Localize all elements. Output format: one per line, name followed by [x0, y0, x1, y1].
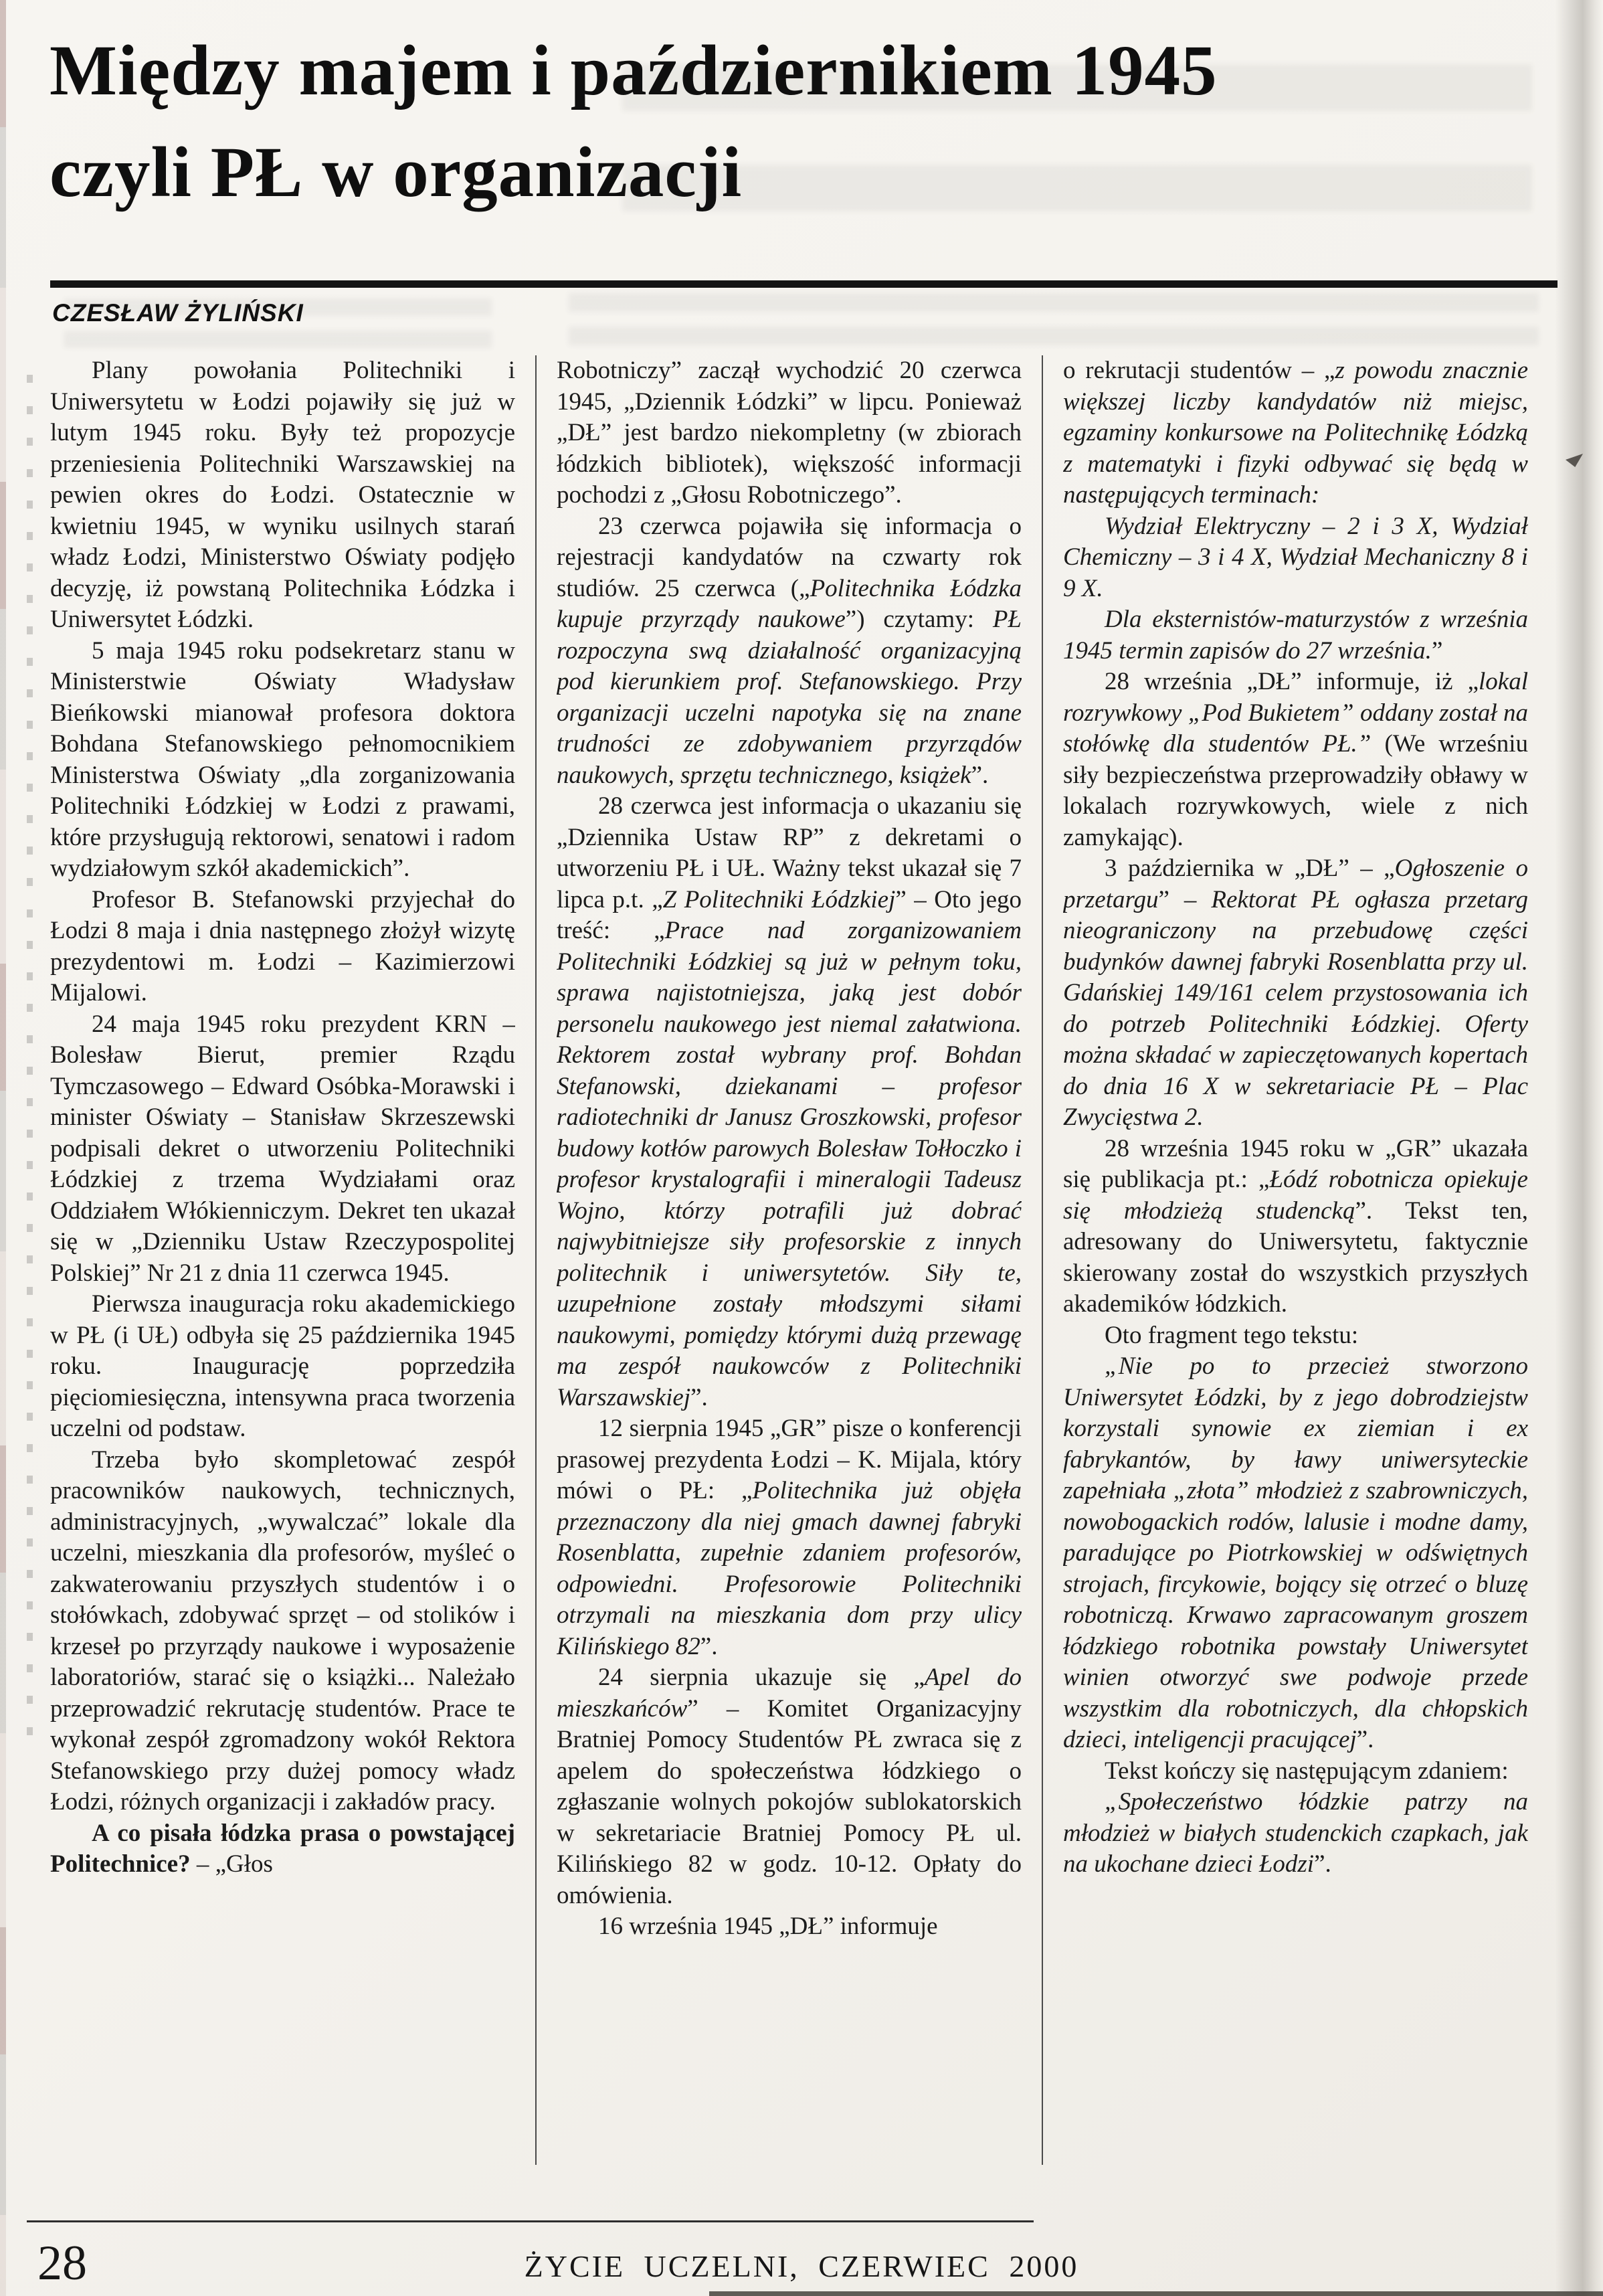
left-bleed-ticks	[27, 375, 33, 1753]
text-run: 28 września 1945 roku w „GR” ukazała się publikacja pt.: „	[1063, 1134, 1528, 1193]
right-gutter-shadow	[1555, 0, 1603, 2296]
quoted-text-run: Ogłoszenie o przetargu	[1063, 855, 1528, 913]
paragraph	[1063, 1756, 1528, 1787]
text-run: o rekrutacji studentów – „	[1063, 357, 1335, 384]
quoted-text-run: Z Politechniki Łódzkiej	[662, 885, 896, 913]
text-run: 16 września 1945 „DŁ” informuje	[598, 1913, 938, 1940]
text-run: 5 maja 1945 roku podsekretarz stanu w Ministerstwie Oświaty Władysław Bieńkowski mianował profesora doktora Bohdana Stefanowskiego pełnomocnikiem Ministerstwa Oświaty „dla zorganizowania Politechniki Łódzkiej w Łodzi z prawami, które przysługują rektorowi, senatowi i radom wydziałowym szkół akademickich”.	[50, 636, 515, 882]
quoted-text-run: „Nie po to przecież stworzono Uniwersytet Łódzki, by z jego dobrodziejstw korzystali synowie ex ziemian i ex fabrykantów, by ławy uniwersyteckie zapełniała „złota” młodzież z szabrowniczych, nowobogackich rodów, lalusie i modne damy, paradujące po Piotrkowskiej w odświętnych strojach, fircykowie, bojący się otrzeć o bluzę robotniczą. Krwawo zapracowanym groszem łódzkiego robotnika powstały Uniwersytet winien otworzyć swe podwoje przede wszystkim dla robotniczych, dla chłopskich dzieci, inteligencji pracującej	[1063, 1352, 1528, 1753]
text-run: Profesor B. Stefanowski przyjechał do Łodzi 8 maja i dnia następnego złożył wizytę prezydentowi m. Łodzi – Kazimierzowi Mijalowi.	[50, 885, 515, 1006]
paragraph	[557, 1413, 1022, 1662]
page-number: 28	[37, 2236, 87, 2291]
byline: CZESŁAW ŻYLIŃSKI	[52, 299, 304, 327]
quoted-text-run: Dla eksternistów-maturzystów z września 1945 termin zapisów do 27 września.	[1063, 606, 1528, 665]
paragraph	[50, 1009, 515, 1290]
text-run: 3 października w „DŁ” – „	[1105, 855, 1395, 882]
text-run: ”.	[971, 761, 989, 789]
article-title-line1: Między majem i październikiem 1945	[50, 31, 1218, 110]
paragraph	[1063, 511, 1528, 605]
left-scan-edge	[0, 0, 6, 2296]
text-run: ” – Oto jego treść: „	[557, 885, 1022, 944]
paragraph	[557, 511, 1022, 792]
text-run: ”.	[700, 1632, 718, 1660]
quoted-text-run: Łódź robotnicza opiekuje się młodzieżą studencką	[1063, 1166, 1528, 1225]
paragraph	[50, 1289, 515, 1445]
text-run: ” –	[1158, 885, 1212, 913]
text-run: ”	[1431, 636, 1443, 665]
text-run: Trzeba było skompletować zespół pracowników naukowych, technicznych, administracyjnych, „wywalczać” lokale dla uczelni, mieszkania dla profesorów, myśleć o zakwaterowaniu przyszłych studentów i o stołówkach, zdobywać sprzęt – od stolików i krzeseł po przyrządy naukowe i wyposażenie laboratoriów, starać się o książki... Należało przeprowadzić rekrutację studentów. Prace te wykonał zespół zgromadzony wokół Rektora Stefanowskiego przy dużej pomocy władz Łodzi, różnych organizacji i zakładów pracy.	[50, 1445, 515, 1816]
paragraph	[50, 1445, 515, 1818]
text-run: Oto fragment tego tekstu:	[1105, 1321, 1359, 1349]
journal-title: ŻYCIE UCZELNI, CZERWIEC 2000	[524, 2249, 1079, 2283]
quoted-text-run: Politechnika Łódzka kupuje przyrządy naukowe	[557, 574, 1022, 633]
text-run: Plany powołania Politechniki i Uniwersytetu w Łodzi pojawiły się już w lutym 1945 roku. Były też propozycje przeniesienia Politechniki Warszawskiej na pewien okres do Łodzi. Ostatecznie w kwietniu 1945, w wyniku usilnych starań władz Łodzi, Ministerstwo Oświaty podjęło decyzję, iż powstaną Politechnika Łódzka i Uniwersytet Łódzki.	[50, 357, 515, 633]
quoted-text-run: Wydział Elektryczny – 2 i 3 X, Wydział Chemiczny – 3 i 4 X, Wydział Mechaniczny 8 i 9 X.	[1063, 512, 1528, 602]
column-2	[557, 355, 1022, 2172]
title-rule	[50, 280, 1558, 288]
text-run: ”. Tekst ten, adresowany do Uniwersytetu, faktycznie skierowany został do wszystkich przyszłych akademików łódzkich.	[1063, 1197, 1528, 1318]
paragraph	[1063, 1134, 1528, 1320]
gutter-scan-mark	[1566, 454, 1583, 467]
column-3	[1063, 355, 1528, 2172]
text-run: 24 sierpnia ukazuje się „	[598, 1664, 925, 1691]
paragraph	[50, 636, 515, 885]
paragraph	[1063, 853, 1528, 1134]
paragraph	[1063, 667, 1528, 853]
text-run: 12 sierpnia 1945 „GR” pisze o konferencji prasowej prezydenta Łodzi – K. Mijala, który mówi o PŁ: „	[557, 1415, 1022, 1504]
column-divider-2	[1042, 355, 1043, 2165]
text-run: ”.	[1314, 1850, 1331, 1878]
text-run: ” – Komitet Organizacyjny Bratniej Pomocy Studentów PŁ zwraca się z apelem do społeczeństwa łódzkiego o zgłaszanie wolnych pokojów sublokatorskich w sekretariacie Bratniej Pomocy PŁ ul. Kilińskiego 82 w godz. 10-12. Opłaty do omówienia.	[557, 1694, 1022, 1909]
text-run: 23 czerwca pojawiła się informacja o rejestracji kandydatów na czwarty rok studiów. 25 czerwca („	[557, 512, 1022, 602]
text-run: Tekst kończy się następującym zdaniem:	[1105, 1757, 1509, 1785]
bleedthrough-ghost-subhead	[569, 286, 1539, 351]
paragraph	[50, 885, 515, 1009]
paragraph	[50, 355, 515, 636]
paragraph	[557, 1662, 1022, 1911]
column-divider-1	[535, 355, 537, 2165]
article-columns	[50, 355, 1528, 2172]
article-title	[50, 20, 1562, 224]
bottom-scan-edge	[709, 2291, 1603, 2296]
quoted-text-run: Prace nad zorganizowaniem Politechniki Łódzkiej są już w pełnym toku, sprawa najistotniejsza, jaką jest dobór personelu naukowego jest niemal załatwiona. Rektorem został wybrany prof. Bohdan Stefanowski, dziekanami – profesor radiotechniki dr Janusz Groszkowski, profesor budowy kotłów parowych Bolesław Tołłoczko i profesor krystalografii i mineralogii Tadeusz Wojno, którzy potrafili już dobrać najwybitniejsze siły profesorskie z innych politechnik i uniwersytetów. Siły te, uzupełnione zostały młodszymi siłami naukowymi, pomiędzy którymi dużą przewagę ma zespół naukowców z Politechniki Warszawskiej	[557, 917, 1022, 1411]
quoted-text-run: „Społeczeństwo łódzkie patrzy na młodzież w białych studenckich czapkach, jak na ukochane dzieci Łodzi	[1063, 1788, 1528, 1878]
text-run: 28 września „DŁ” informuje, iż „	[1105, 668, 1479, 695]
paragraph	[557, 791, 1022, 1413]
article-title-line2: czyli PŁ w organizacji	[50, 133, 743, 212]
text-run: Robotniczy” zaczął wychodzić 20 czerwca 1945, „Dziennik Łódzki” w lipcu. Ponieważ „DŁ” jest bardzo niekompletny (w zbiorach łódzkich bibliotek), większość informacji pochodzi z „Głosu Robotniczego”.	[557, 357, 1022, 509]
paragraph	[1063, 1787, 1528, 1880]
text-run: – „Głos	[190, 1850, 273, 1878]
quoted-text-run: PŁ rozpoczyna swą działalność organizacyjną pod kierunkiem prof. Stefanowskiego. Przy organizacji uczelni napotyka się na znane trudności ze zdobywaniem przyrządów naukowych, sprzętu technicznego, książek	[557, 606, 1022, 789]
footer-rule	[27, 2220, 1034, 2222]
paragraph	[557, 1911, 1022, 1943]
paragraph	[1063, 1320, 1528, 1352]
bold-text-run: A co pisała łódzka prasa o powstającej Politechnice?	[50, 1819, 515, 1878]
quoted-text-run: Politechnika już objęła przeznaczony dla niej gmach dawnej fabryki Rosenblatta, zupełnie zdaniem profesorów, odpowiedni. Profesorowie Politechniki otrzymali na mieszkania dom przy ulicy Kilińskiego 82	[557, 1477, 1022, 1660]
paragraph	[1063, 1351, 1528, 1756]
paragraph	[1063, 604, 1528, 667]
text-run: ”.	[690, 1383, 708, 1411]
text-run: ”.	[1356, 1726, 1374, 1753]
quoted-text-run: z powodu znacznie większej liczby kandydatów niż miejsc, egzaminy konkursowe na Politechnikę Łódzką z matematyki i fizyki odbywać się będą w następujących terminach:	[1063, 357, 1528, 509]
paragraph	[50, 1818, 515, 1880]
text-run: 28 czerwca jest informacja o ukazaniu się „Dziennika Ustaw RP” z dekretami o utworzeniu PŁ i UŁ. Ważny tekst ukazał się 7 lipca p.t. „	[557, 792, 1022, 913]
text-run: Pierwsza inauguracja roku akademickiego w PŁ (i UŁ) odbyła się 25 października 1945 roku. Inaugurację poprzedziła pięciomiesięczna, intensywna praca tworzenia uczelni od podstaw.	[50, 1290, 515, 1442]
paragraph	[1063, 355, 1528, 511]
quoted-text-run: lokal rozrywkowy „Pod Bukietem” oddany został na stołówkę dla studentów PŁ.”	[1063, 668, 1528, 758]
paragraph	[557, 355, 1022, 511]
quoted-text-run: Apel do mieszkańców	[557, 1664, 1022, 1723]
text-run: 24 maja 1945 roku prezydent KRN – Bolesław Bierut, premier Rządu Tymczasowego – Edward Osóbka-Morawski i minister Oświaty – Stanisław Skrzeszewski podpisali dekret o utworzeniu Politechniki Łódzkiej z trzema Wydziałami oraz Oddziałem Włókienniczym. Dekret ten ukazał się w „Dzienniku Ustaw Rzeczypospolitej Polskiej” Nr 21 z dnia 11 czerwca 1945.	[50, 1010, 515, 1287]
text-run: ”) czytamy:	[845, 606, 993, 633]
quoted-text-run: Rektorat PŁ ogłasza przetarg nieograniczony na przebudowę części budynków dawnej fabryki Rosenblatta przy ul. Gdańskiej 149/161 celem przystosowania ich do potrzeb Politechniki Łódzkiej. Oferty można składać w zapieczętowanych kopertach do dnia 16 X w sekretariacie PŁ – Plac Zwycięstwa 2.	[1063, 885, 1528, 1131]
text-run: (We wrześniu siły bezpieczeństwa przeprowadziły obławy w lokalach rozrywkowych, wiele z nich zamykając).	[1063, 730, 1528, 851]
column-1	[50, 355, 515, 2172]
